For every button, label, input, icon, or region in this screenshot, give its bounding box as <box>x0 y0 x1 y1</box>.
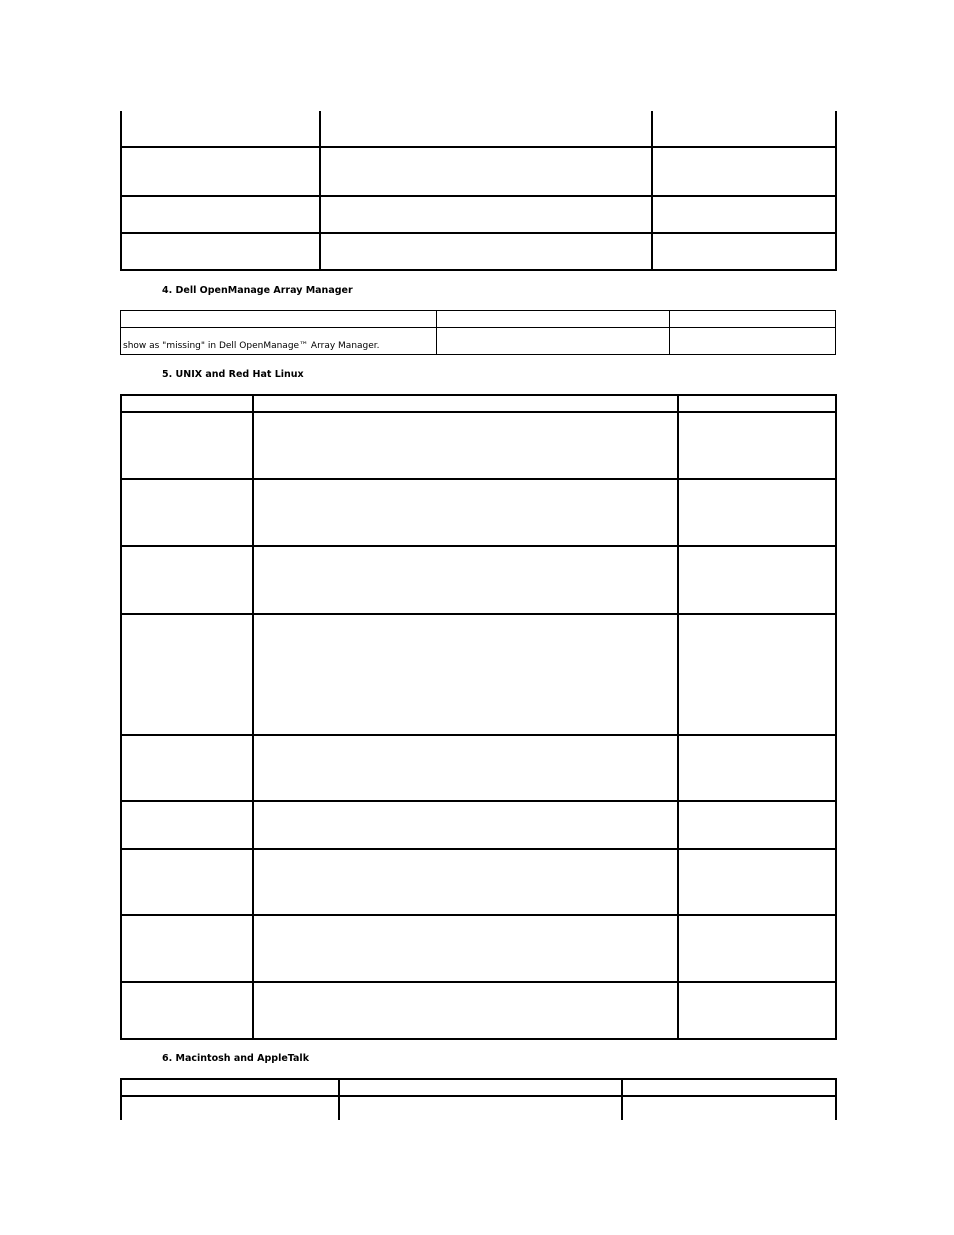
table-header-row <box>121 311 836 328</box>
table-cell <box>678 412 836 479</box>
table-header-cell <box>678 395 836 412</box>
table-cell <box>678 614 836 735</box>
table-cell <box>253 735 678 801</box>
table-cell <box>253 546 678 614</box>
table-header-cell <box>121 1079 339 1096</box>
table-cell <box>121 1096 339 1120</box>
table-cell <box>678 546 836 614</box>
table-row <box>121 328 836 355</box>
table-row <box>121 849 836 915</box>
table-cell <box>121 735 253 801</box>
table-cell <box>253 614 678 735</box>
table-cell <box>678 479 836 546</box>
table-cell <box>652 233 836 270</box>
table-cell <box>121 849 253 915</box>
table-cell <box>652 111 836 147</box>
table-cell <box>320 233 652 270</box>
table-cell <box>320 196 652 233</box>
table-cell <box>678 849 836 915</box>
table-cell <box>253 412 678 479</box>
table-row <box>121 233 836 270</box>
table-row <box>121 801 836 849</box>
table-cell <box>678 982 836 1039</box>
table-cell <box>678 915 836 982</box>
table-cell <box>253 982 678 1039</box>
table-cell <box>121 412 253 479</box>
table-section-3-continued <box>120 111 837 271</box>
table-header-cell <box>622 1079 836 1096</box>
section-heading-unix-linux: 5. UNIX and Red Hat Linux <box>162 369 304 380</box>
table-cell <box>253 915 678 982</box>
table-header-cell <box>339 1079 622 1096</box>
table-row <box>121 915 836 982</box>
table-cell <box>121 982 253 1039</box>
table-macintosh-appletalk <box>120 1078 837 1120</box>
table-cell <box>121 915 253 982</box>
table-row <box>121 546 836 614</box>
table-cell <box>121 614 253 735</box>
table-cell <box>253 849 678 915</box>
table-row <box>121 479 836 546</box>
table-cell <box>121 801 253 849</box>
section-heading-macintosh-appletalk: 6. Macintosh and AppleTalk <box>162 1053 310 1064</box>
table-row <box>121 735 836 801</box>
table-cell <box>652 147 836 196</box>
cell-text: show as "missing" in Dell OpenManage™ Array Manager. <box>123 341 380 351</box>
table-row <box>121 982 836 1039</box>
table-cell <box>670 328 836 355</box>
table-row <box>121 147 836 196</box>
table-header-cell <box>437 311 670 328</box>
table-cell <box>622 1096 836 1120</box>
table-header-row <box>121 1079 836 1096</box>
table-row <box>121 1096 836 1120</box>
table-row <box>121 111 836 147</box>
table-cell <box>121 546 253 614</box>
table-cell <box>121 328 437 355</box>
table-header-cell <box>121 311 437 328</box>
table-cell <box>339 1096 622 1120</box>
table-row <box>121 196 836 233</box>
table-cell <box>320 147 652 196</box>
table-header-cell <box>670 311 836 328</box>
table-header-cell <box>121 395 253 412</box>
table-cell <box>121 479 253 546</box>
table-cell <box>437 328 670 355</box>
table-cell <box>121 147 320 196</box>
table-row <box>121 412 836 479</box>
table-cell <box>253 479 678 546</box>
section-heading-array-manager: 4. Dell OpenManage Array Manager <box>162 285 353 296</box>
table-header-cell <box>253 395 678 412</box>
table-cell <box>121 111 320 147</box>
table-row <box>121 614 836 735</box>
table-cell <box>253 801 678 849</box>
table-cell <box>121 233 320 270</box>
table-cell <box>678 735 836 801</box>
table-cell <box>678 801 836 849</box>
table-cell <box>652 196 836 233</box>
table-cell <box>121 196 320 233</box>
table-array-manager <box>120 310 836 355</box>
table-cell <box>320 111 652 147</box>
table-unix-linux <box>120 394 837 1040</box>
table-header-row <box>121 395 836 412</box>
